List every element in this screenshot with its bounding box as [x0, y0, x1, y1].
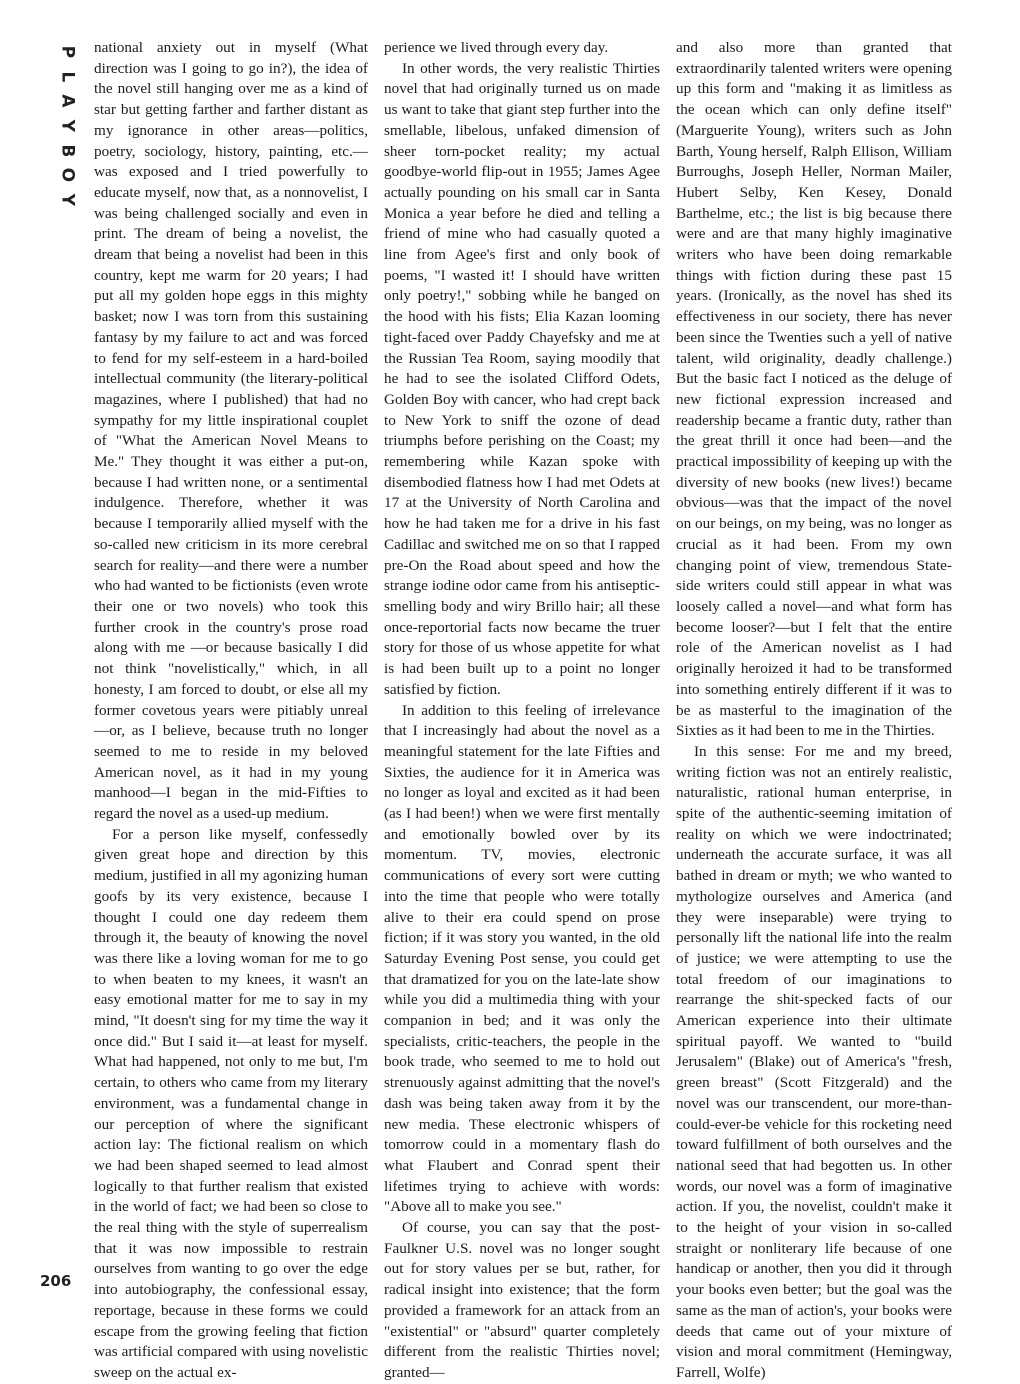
paragraph: For a person like myself, confessedly given great hope and direction by this medium, justified in all my agonizing human goofs by its very existence, because I thought I could one day redeem them through it, the beauty of knowing the novel was there like a loving woman for me to go to when beaten to my knees, it wasn't an easy emotional matter for me to say in my mind, "It doesn't sing for my time the way it once did." But I said it—at least for myself. What had happened, not only to me but, I'm certain, to others who came from my literary environment, was a fundamental change in our perception of where the significant action lay: The fictional realism on which we had been shaped seemed to lead almost logically to that further realism that existed in the world of fact; we had been so close to the real thing with the style of superrealism that it was now impossible to restrain ourselves from wanting to go over the edge into autobiography, the confessional essay, reportage, because in these forms we could escape from the growing feeling that fiction was artificial compared with using novelistic sweep on the actual ex-: [94, 825, 368, 1381]
paragraph: perience we lived through every day.: [384, 39, 609, 56]
paragraph: In this sense: For me and my breed, writing fiction was not an entirely realistic, naturalistic, rational human enterprise, in spite of the authentic-seeming imitation of reality on which we were indoctrinated; underneath the accurate surface, it was all bathed in dream or myth; we who wanted to mythologize ourselves and America (and they were inseparable) were trying to personally lift the national life into the realm of justice; we were attempting to use the total freedom of our imaginations to rearrange the shit-specked facts of our American experience into their ultimate spiritual payoff. We wanted to "build Jerusalem" (Blake) out of America's "fresh, green breast" (Scott Fitzgerald) and the novel was our transcendent, our more-than-could-ever-be vehicle for this rocketing need toward fulfillment of both ourselves and the national seed that had begotten us. In other words, our novel was a form of imaginative action. If you, the novelist, couldn't make it to the height of your vision in so-called straight or nonliterary life because of one handicap or another, then you did it through your books even better; but the goal was the same as the man of action's, your books were deeds that came out of your mixture of vision and moral commitment (Hemingway, Farrell, Wolfe): [676, 742, 952, 1381]
magazine-letter: L: [57, 71, 78, 83]
magazine-letter: A: [57, 94, 78, 109]
paragraph: In addition to this feeling of irrelevance that I increasingly had about the novel as a meaningful statement for the late Fifties and Sixties, the audience for it in America was no longer as loyal and excited as it had been (as I had been!) when we were first mentally and emotionally bowled over by its momentum. TV, movies, electronic communications of every sort were cutting into the time that people who were totally alive to their era could spend on prose fiction; if it was story you wanted, in the old Saturday Evening Post sense, you could get that dramatized for you on the late-late show while you did a multimedia thing with your companion in bed; and it was only the specialists, critic-teachers, the people in the book trade, who seemed to me to hold out strenuously against admitting that the novel's dash was being taken away from it by the new media. These electronic whispers of tomorrow could in a momentary flash do what Flaubert and Conrad spent their lifetimes trying to achieve with words: "Above all to make you see.": [384, 701, 660, 1216]
magazine-letter: O: [57, 167, 78, 184]
magazine-name: [56, 40, 78, 212]
paragraph: national anxiety out in myself (What direction was I going to go in?), the idea of the novel still hanging over me as a kind of star but getting farther and farther distant as my ignorance in other areas—politics, poetry, sociology, history, painting, etc.—was exposed and I tried powerfully to educate myself, now that, as a nonnovelist, I was being challenged socially and even in print. The dream of being a novelist, the dream that being a novelist had been in this country, kept me warm for 20 years; I had put all my golden hope eggs in this mighty basket; now I was torn from this sustaining fantasy by my failure to act and was forced to fend for my self-esteem in a hard-boiled intellectual community (the literary-political magazines, where I published) that had no sympathy for my little inspirational couplet of "What the American Novel Means to Me." They thought it was either a put-on, because I had written none, or a sentimental indulgence. Therefore, whether it was because I temporarily allied myself with the so-called new criticism in its more cerebral search for reality—and there were a number who had wanted to be fictionists (even wrote their one or two novels) who took this further crook in the country's prose road along with me —or because basically I did not think "novelistically," which, in all honesty, I am forced to doubt, or else all my former covetous years were pitiably unreal —or, as I believe, because truth no longer seemed to me to reside in my beloved American novel, as it had in my young manhood—I began in the mid-Fifties to regard the novel as a used-up medium.: [94, 39, 368, 823]
text-column-3: [676, 38, 952, 1381]
paragraph: In other words, the very realistic Thirties novel that had originally turned us on made us want to take that giant step further into the smellable, libelous, unfaked dimension of sheer torn-pocket reality; my actual goodbye-world flip-out in 1955; James Agee actually pounding on his small car in Santa Monica a year before he died and telling a friend of mine who had casually quoted a line from Agee's first and only book of poems, "I wasted it! I should have written only poetry!," sobbing while he banged on the hood with his fists; Elia Kazan looming tight-faced over Paddy Chayefsky and me at the Russian Tea Room, saying moodily that he had to see the isolated Clifford Odets, Golden Boy with cancer, who had crept back to New York to sniff the ozone of dead triumphs before perishing on the Coast; my remembering while Kazan spoke with disembodied flatness how I had met Odets at 17 at the University of North Carolina and how he had taken me for a drive in his fast Cadillac and switched me on so that I rapped pre-On the Road about speed and how the strange iodine odor came from his antiseptic-smelling body and wiry Brillo hair; all these once-reportorial facts now became the truer story for those of us whose appetite for what is had been built up to a point no longer satisfied by fiction.: [384, 59, 660, 698]
magazine-letter: B: [57, 143, 78, 158]
magazine-letter: P: [57, 45, 78, 60]
text-column-2: [384, 38, 660, 1381]
page-number: 206: [40, 1272, 72, 1290]
text-column-1: [94, 38, 368, 1381]
magazine-letter: Y: [57, 193, 78, 207]
magazine-letter: Y: [57, 119, 78, 133]
paragraph: Of course, you can say that the post-Faulkner U.S. novel was no longer sought out for story values per se but, rather, for radical insight into existence; that the form provided a framework for an attack from an "existential" or "absurd" quarter completely different from the realistic Thirties novel; granted—: [384, 1219, 660, 1381]
paragraph: and also more than granted that extraordinarily talented writers were opening up this form and "making it as limitless as the ocean which can only define itself" (Marguerite Young), writers such as John Barth, Young herself, Ralph Ellison, William Burroughs, Joseph Heller, Norman Mailer, Hubert Selby, Ken Kesey, Donald Barthelme, etc.; the list is big because there were and are that many highly imaginative writers who have been doing remarkable things with fiction during these past 15 years. (Ironically, as the novel has shed its effectiveness in our society, there has never been since the Twenties such a yell of native talent, wild originality, deadly challenge.) But the basic fact I noticed as the deluge of new fictional expression increased and readership became a frantic duty, rather than the great thrill it once had been—and the practical impossibility of keeping up with the diversity of new books (new lives!) became obvious—was that the impact of the novel on our beings, on my being, was no longer as crucial as it had been. From my own changing point of view, tremendous State-side writers could still appear in what was loosely called a novel—and what form has become looser?—but I felt that the entire role of the American novelist as I had originally heroized it had to be transformed into something entirely different if it was to be as masterful to the imagination of the Sixties as it had been to me in the Thirties.: [676, 39, 952, 740]
